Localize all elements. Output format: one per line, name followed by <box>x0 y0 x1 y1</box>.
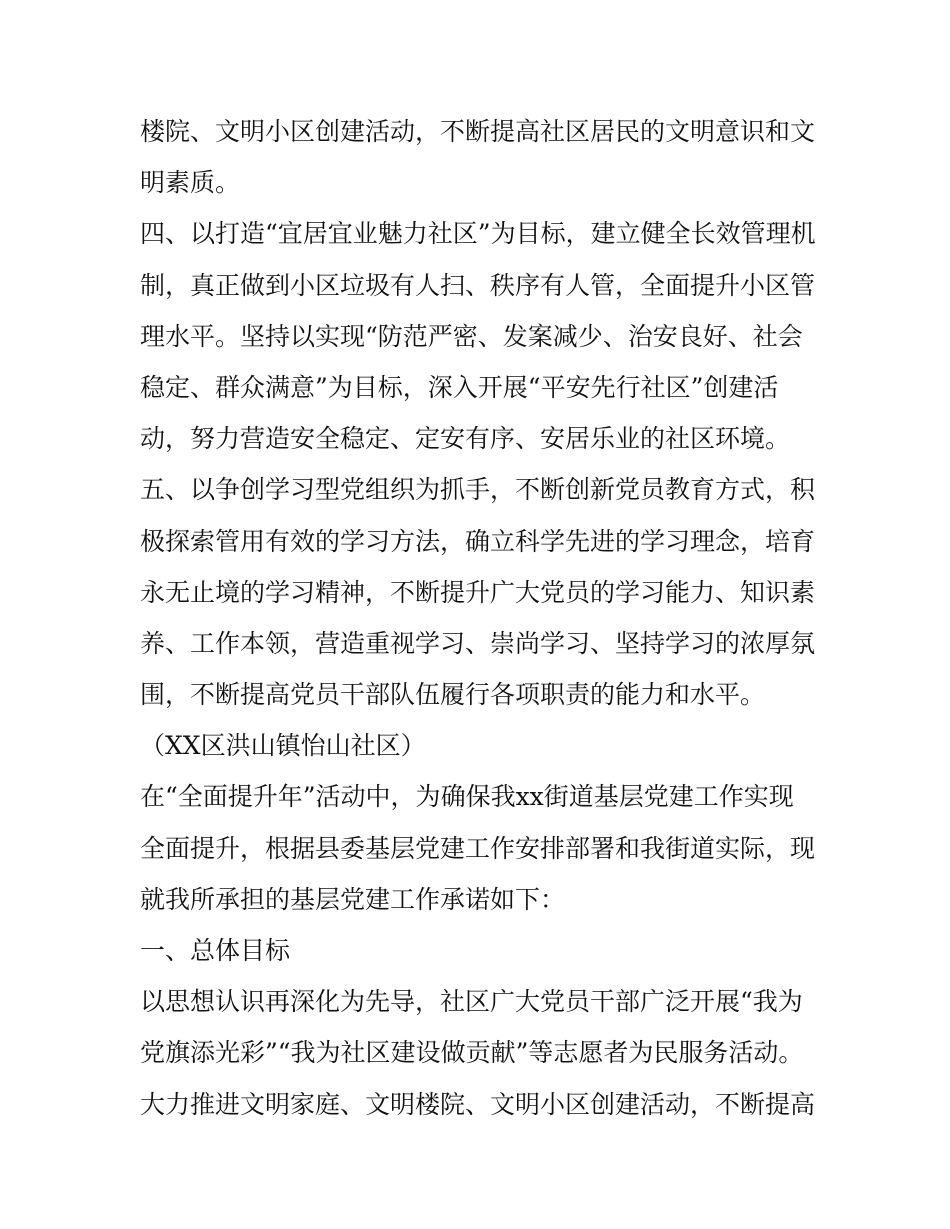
document-body <box>140 106 820 1130</box>
text-line: 稳定、群众满意”为目标，深入开展“平安先行社区”创建活 <box>140 372 779 402</box>
text-line: 养、工作本领，营造重视学习、崇尚学习、坚持学习的浓厚氛 <box>140 628 816 658</box>
text-line: 永无止境的学习精神，不断提升广大党员的学习能力、知识素 <box>140 577 816 607</box>
text-line: 动，努力营造安全稳定、定安有序、安居乐业的社区环境。 <box>140 424 791 454</box>
text-line: 在“全面提升年”活动中，为确保我xx街道基层党建工作实现 <box>140 782 794 812</box>
text-line: 党旗添光彩”“我为社区建设做贡献”等志愿者为民服务活动。 <box>140 1038 804 1068</box>
text-line: 极探索管用有效的学习方法，确立科学先进的学习理念，培育 <box>140 526 816 556</box>
text-line: 制，真正做到小区垃圾有人扫、秩序有人管，全面提升小区管 <box>140 270 816 300</box>
text-line: 理水平。坚持以实现“防范严密、发案减少、治安良好、社会 <box>140 321 803 351</box>
text-line: 全面提升，根据县委基层党建工作安排部署和我街道实际，现 <box>140 833 816 863</box>
text-line: 就我所承担的基层党建工作承诺如下： <box>140 884 566 914</box>
text-line: 围，不断提高党员干部队伍履行各项职责的能力和水平。 <box>140 680 766 710</box>
text-line: 楼院、文明小区创建活动，不断提高社区居民的文明意识和文 <box>140 117 816 146</box>
text-line: 一、总体目标 <box>140 936 291 965</box>
text-line: 四、以打造“宜居宜业魅力社区”为目标，建立健全长效管理机 <box>140 219 816 249</box>
text-line: 五、以争创学习型党组织为抓手，不断创新党员教育方式，积 <box>140 475 816 505</box>
text-line: （XX区洪山镇怡山社区） <box>140 731 426 761</box>
text-line: 明素质。 <box>140 168 241 198</box>
text-line: 大力推进文明家庭、文明楼院、文明小区创建活动，不断提高 <box>140 1089 816 1119</box>
text-line: 以思想认识再深化为先导，社区广大党员干部广泛开展“我为 <box>140 987 803 1017</box>
